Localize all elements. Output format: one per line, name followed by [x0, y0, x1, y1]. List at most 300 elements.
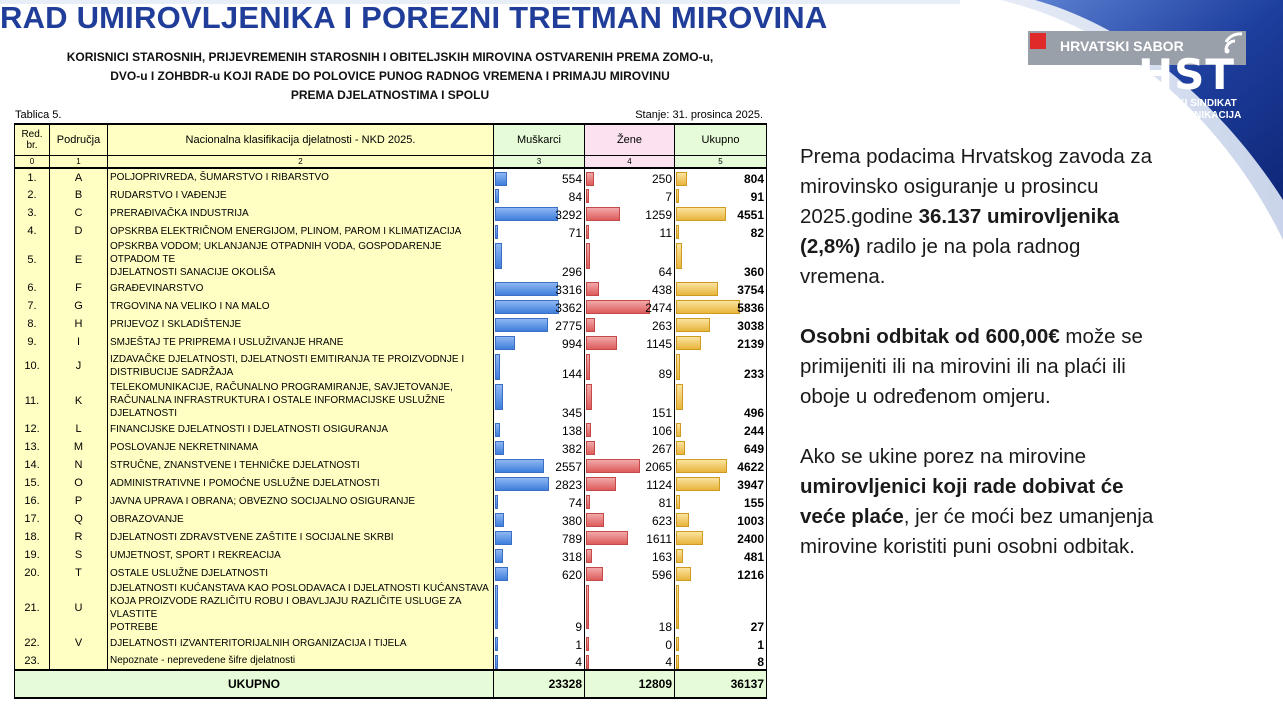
- value-zene: 163: [651, 550, 672, 564]
- activity-name-line: DISTRIBUCIJE SADRŽAJA: [110, 367, 234, 378]
- column-number-row: [15, 156, 767, 169]
- value-ukupno: 5836: [737, 301, 764, 315]
- text-bold: umirovljenici koji rade dobivat će veće plaće: [800, 475, 1124, 528]
- cell-muskarci: [494, 474, 585, 492]
- row-activity-name: [108, 546, 494, 564]
- total-ukupno: 36137: [675, 670, 767, 698]
- cell-zene: [585, 438, 675, 456]
- cell-ukupno: [675, 351, 767, 381]
- value-ukupno: 3754: [737, 283, 764, 297]
- value-muskarci: 3362: [555, 301, 582, 315]
- cell-muskarci: [494, 315, 585, 333]
- databar-zene: [586, 189, 589, 203]
- cell-zene: [585, 315, 675, 333]
- table-header-row: [15, 124, 767, 156]
- table-row: [15, 528, 767, 546]
- table-row: [15, 634, 767, 652]
- value-ukupno: 804: [743, 172, 764, 186]
- value-muskarci: 554: [561, 172, 582, 186]
- databar-ukupno: [676, 282, 718, 296]
- row-code: C: [50, 204, 108, 222]
- cell-muskarci: [494, 186, 585, 204]
- value-muskarci: 296: [561, 265, 582, 279]
- value-zene: 89: [658, 367, 672, 381]
- table-row: [15, 186, 767, 204]
- databar-muskarci: [495, 300, 559, 314]
- commentary-paragraph-1: [800, 142, 1160, 292]
- value-muskarci: 138: [561, 424, 582, 438]
- row-code: P: [50, 492, 108, 510]
- cell-muskarci: [494, 456, 585, 474]
- row-number: 23.: [15, 652, 50, 670]
- cell-muskarci: [494, 279, 585, 297]
- row-number: 10.: [15, 351, 50, 381]
- row-activity-name: [108, 420, 494, 438]
- databar-muskarci: [495, 336, 515, 350]
- row-code: Q: [50, 510, 108, 528]
- row-number: 15.: [15, 474, 50, 492]
- databar-ukupno: [676, 207, 726, 221]
- value-zene: 81: [658, 496, 672, 510]
- databar-muskarci: [495, 549, 503, 563]
- value-zene: 151: [651, 406, 672, 420]
- value-muskarci: 382: [561, 442, 582, 456]
- databar-muskarci: [495, 531, 512, 545]
- commentary-panel: [800, 142, 1160, 592]
- table-row: [15, 240, 767, 279]
- databar-ukupno: [676, 585, 679, 629]
- cell-muskarci: [494, 546, 585, 564]
- value-ukupno: 360: [743, 265, 764, 279]
- activity-name-line: DJELATNOSTI SANACIJE OKOLIŠA: [110, 267, 276, 278]
- row-code: S: [50, 546, 108, 564]
- activity-name-line: STRUČNE, ZNANSTVENE I TEHNIČKE DJELATNOSTI: [110, 459, 360, 471]
- databar-zene: [586, 423, 591, 437]
- value-ukupno: 2139: [737, 337, 764, 351]
- databar-zene: [586, 477, 616, 491]
- databar-muskarci: [495, 282, 558, 296]
- databar-ukupno: [676, 423, 681, 437]
- cell-ukupno: [675, 315, 767, 333]
- column-number: 3: [494, 156, 585, 169]
- activity-name-line: JAVNA UPRAVA I OBRANA; OBVEZNO SOCIJALNO OSIGURANJE: [110, 495, 416, 507]
- row-code: I: [50, 333, 108, 351]
- row-code: E: [50, 240, 108, 279]
- page-title: RAD UMIROVLJENIKA I POREZNI TRETMAN MIROVINA: [0, 0, 828, 35]
- cell-muskarci: [494, 492, 585, 510]
- row-code: [50, 652, 108, 670]
- databar-zene: [586, 207, 620, 221]
- table-row: [15, 546, 767, 564]
- table-row: [15, 582, 767, 634]
- row-number: 11.: [15, 381, 50, 420]
- databar-zene: [586, 243, 590, 269]
- row-code: N: [50, 456, 108, 474]
- cell-zene: [585, 240, 675, 279]
- databar-zene: [586, 282, 599, 296]
- cell-ukupno: [675, 546, 767, 564]
- databar-zene: [586, 531, 628, 545]
- cell-ukupno: [675, 492, 767, 510]
- databar-muskarci: [495, 172, 507, 186]
- activity-name-line: SMJEŠTAJ TE PRIPREMA I USLUŽIVANJE HRANE: [110, 336, 344, 348]
- value-ukupno: 244: [743, 424, 764, 438]
- cell-muskarci: [494, 381, 585, 420]
- value-ukupno: 1216: [737, 568, 764, 582]
- row-number: 1.: [15, 168, 50, 186]
- row-number: 17.: [15, 510, 50, 528]
- databar-ukupno: [676, 495, 680, 509]
- cell-zene: [585, 528, 675, 546]
- activity-name-line: DJELATNOSTI KUĆANSTAVA KAO POSLODAVACA I DJELATNOSTI KUĆANSTAVA: [110, 583, 489, 594]
- row-activity-name: [108, 381, 494, 420]
- activity-name-line: RAČUNALNA INFRASTRUKTURA I OSTALE INFORMACIJSKE USLUŽNE DJELATNOSTI: [110, 395, 445, 419]
- databar-ukupno: [676, 300, 740, 314]
- logo-sabor-text: HRVATSKI SABOR: [1060, 38, 1184, 54]
- databar-zene: [586, 655, 589, 669]
- total-label-cell: [15, 670, 494, 698]
- table-row: [15, 420, 767, 438]
- databar-muskarci: [495, 441, 504, 455]
- cell-zene: [585, 222, 675, 240]
- row-code: B: [50, 186, 108, 204]
- row-activity-name: [108, 564, 494, 582]
- total-row: [15, 670, 767, 698]
- value-ukupno: 155: [743, 496, 764, 510]
- cell-ukupno: [675, 297, 767, 315]
- databar-zene: [586, 384, 592, 410]
- cell-ukupno: [675, 204, 767, 222]
- value-zene: 1611: [646, 532, 672, 546]
- row-number: 9.: [15, 333, 50, 351]
- row-code: A: [50, 168, 108, 186]
- commentary-paragraph-3: [800, 442, 1160, 562]
- value-zene: 2474: [645, 301, 672, 315]
- value-ukupno: 91: [750, 190, 764, 204]
- table-row: [15, 351, 767, 381]
- cell-ukupno: [675, 222, 767, 240]
- table-row: [15, 168, 767, 186]
- cell-muskarci: [494, 582, 585, 634]
- databar-ukupno: [676, 655, 679, 669]
- value-ukupno: 3038: [737, 319, 764, 333]
- text-span: , jer će moći bez umanjenja mirovine koristiti puni osobni odbitak.: [800, 505, 1154, 558]
- row-code: V: [50, 634, 108, 652]
- value-ukupno: 82: [750, 226, 764, 240]
- row-number: 16.: [15, 492, 50, 510]
- logo-red-square: [1030, 33, 1046, 49]
- cell-zene: [585, 456, 675, 474]
- databar-muskarci: [495, 513, 504, 527]
- activity-name-line: UMJETNOST, SPORT I REKREACIJA: [110, 549, 281, 561]
- cell-ukupno: [675, 564, 767, 582]
- databar-muskarci: [495, 423, 500, 437]
- value-muskarci: 994: [561, 337, 582, 351]
- row-activity-name: [108, 510, 494, 528]
- databar-muskarci: [495, 459, 544, 473]
- text-bold: 36.137 umirovljenika (2,8%): [800, 205, 1120, 258]
- table-row: [15, 510, 767, 528]
- activity-name-line: POLJOPRIVREDA, ŠUMARSTVO I RIBARSTVO: [110, 172, 329, 183]
- value-ukupno: 496: [743, 406, 764, 420]
- value-muskarci: 345: [561, 406, 582, 420]
- header-red-br: Red. br.: [15, 124, 50, 156]
- activity-name-line: IZDAVAČKE DJELATNOSTI, DJELATNOSTI EMITIRANJA TE PROIZVODNJE I: [110, 354, 465, 365]
- databar-muskarci: [495, 637, 498, 651]
- text-bold: Osobni odbitak od 600,00€: [800, 325, 1060, 348]
- column-number: 4: [585, 156, 675, 169]
- activity-name-line: OPSKRBA VODOM; UKLANJANJE OTPADNIH VODA, GOSPODARENJE OTPADOM TE: [110, 241, 442, 265]
- row-number: 5.: [15, 240, 50, 279]
- activity-name-line: GRAĐEVINARSTVO: [110, 282, 204, 294]
- databar-zene: [586, 585, 589, 629]
- row-number: 3.: [15, 204, 50, 222]
- value-muskarci: 9: [575, 620, 582, 634]
- cell-muskarci: [494, 297, 585, 315]
- row-activity-name: [108, 168, 494, 186]
- databar-muskarci: [495, 225, 498, 239]
- databar-ukupno: [676, 354, 680, 380]
- cell-zene: [585, 546, 675, 564]
- column-number: 1: [50, 156, 108, 169]
- cell-muskarci: [494, 564, 585, 582]
- value-ukupno: 1003: [737, 514, 764, 528]
- row-activity-name: [108, 240, 494, 279]
- databar-zene: [586, 225, 589, 239]
- row-number: 6.: [15, 279, 50, 297]
- table-row: [15, 204, 767, 222]
- table-label: Tablica 5.: [15, 109, 62, 121]
- activity-name-line: OSTALE USLUŽNE DJELATNOSTI: [110, 567, 268, 579]
- cell-ukupno: [675, 510, 767, 528]
- value-zene: 1124: [646, 478, 672, 492]
- databar-ukupno: [676, 189, 679, 203]
- subtitle-line-2: DVO-u I ZOHBDR-u KOJI RADE DO POLOVICE PUNOG RADNOG VREMENA I PRIMAJU MIROVINU: [110, 69, 670, 83]
- subtitle-line-1: KORISNICI STAROSNIH, PRIJEVREMENIH STAROSNIH I OBITELJSKIH MIROVINA OSTVARENIH PREMA ZOMO-u,: [66, 50, 714, 64]
- value-muskarci: 2775: [555, 319, 582, 333]
- databar-zene: [586, 495, 590, 509]
- databar-muskarci: [495, 655, 498, 669]
- activity-name-line: POSLOVANJE NEKRETNINAMA: [110, 441, 259, 453]
- header-ukupno: Ukupno: [675, 124, 767, 156]
- databar-zene: [586, 336, 617, 350]
- cell-zene: [585, 381, 675, 420]
- header-nkd: Nacionalna klasifikacija djelatnosti - NKD 2025.: [108, 124, 494, 156]
- databar-muskarci: [495, 354, 500, 380]
- databar-ukupno: [676, 441, 685, 455]
- value-muskarci: 71: [568, 226, 582, 240]
- databar-zene: [586, 318, 595, 332]
- row-activity-name: [108, 297, 494, 315]
- row-activity-name: [108, 333, 494, 351]
- activity-name-line: FINANCIJSKE DJELATNOSTI I DJELATNOSTI OSIGURANJA: [110, 423, 389, 435]
- activity-name-line: RUDARSTVO I VAĐENJE: [110, 189, 227, 201]
- row-activity-name: [108, 582, 494, 634]
- databar-ukupno: [676, 477, 720, 491]
- row-number: 20.: [15, 564, 50, 582]
- value-muskarci: 2823: [555, 478, 582, 492]
- cell-ukupno: [675, 381, 767, 420]
- row-activity-name: [108, 222, 494, 240]
- cell-muskarci: [494, 222, 585, 240]
- cell-zene: [585, 474, 675, 492]
- text-span: Ako se ukine porez na mirovine: [800, 445, 1087, 468]
- row-number: 2.: [15, 186, 50, 204]
- activity-name-line: ADMINISTRATIVNE I POMOĆNE USLUŽNE DJELATNOSTI: [110, 477, 380, 489]
- value-muskarci: 84: [568, 190, 582, 204]
- row-activity-name: [108, 186, 494, 204]
- databar-ukupno: [676, 318, 710, 332]
- value-muskarci: 144: [561, 367, 582, 381]
- databar-zene: [586, 637, 589, 651]
- cell-muskarci: [494, 168, 585, 186]
- databar-muskarci: [495, 585, 498, 629]
- table-status-date: Stanje: 31. prosinca 2025.: [635, 109, 763, 121]
- total-muskarci: 23328: [494, 670, 585, 698]
- databar-zene: [586, 441, 595, 455]
- value-muskarci: 620: [561, 568, 582, 582]
- databar-muskarci: [495, 318, 548, 332]
- value-zene: 7: [665, 190, 672, 204]
- value-zene: 1145: [646, 337, 672, 351]
- cell-muskarci: [494, 333, 585, 351]
- value-zene: 2065: [645, 460, 672, 474]
- row-activity-name: [108, 204, 494, 222]
- table-row: [15, 279, 767, 297]
- cell-muskarci: [494, 420, 585, 438]
- cell-ukupno: [675, 634, 767, 652]
- logo-line-1: HRVATSKI SINDIKAT: [1138, 98, 1237, 109]
- subtitle-line-3: PREMA DJELATNOSTIMA I SPOLU: [290, 88, 490, 102]
- row-number: 8.: [15, 315, 50, 333]
- activity-name-line: PRERAĐIVAČKA INDUSTRIJA: [110, 207, 249, 219]
- cell-ukupno: [675, 186, 767, 204]
- value-ukupno: 649: [743, 442, 764, 456]
- table-row: [15, 474, 767, 492]
- cell-muskarci: [494, 634, 585, 652]
- activity-name-line: TRGOVINA NA VELIKO I NA MALO: [110, 300, 270, 312]
- row-code: U: [50, 582, 108, 634]
- databar-zene: [586, 300, 650, 314]
- cell-ukupno: [675, 652, 767, 670]
- row-code: K: [50, 381, 108, 420]
- cell-zene: [585, 492, 675, 510]
- value-ukupno: 4551: [737, 208, 764, 222]
- databar-ukupno: [676, 637, 679, 651]
- value-zene: 250: [651, 172, 672, 186]
- cell-ukupno: [675, 333, 767, 351]
- cell-muskarci: [494, 351, 585, 381]
- row-activity-name: [108, 528, 494, 546]
- databar-muskarci: [495, 477, 549, 491]
- cell-ukupno: [675, 582, 767, 634]
- cell-zene: [585, 652, 675, 670]
- value-muskarci: 380: [561, 514, 582, 528]
- databar-zene: [586, 567, 603, 581]
- row-code: G: [50, 297, 108, 315]
- table-row: [15, 438, 767, 456]
- cell-zene: [585, 634, 675, 652]
- cell-zene: [585, 186, 675, 204]
- row-activity-name: [108, 492, 494, 510]
- databar-zene: [586, 513, 604, 527]
- databar-ukupno: [676, 567, 691, 581]
- table-row: [15, 564, 767, 582]
- databar-muskarci: [495, 567, 508, 581]
- cell-zene: [585, 333, 675, 351]
- value-ukupno: 2400: [737, 532, 764, 546]
- row-number: 12.: [15, 420, 50, 438]
- cell-ukupno: [675, 279, 767, 297]
- databar-ukupno: [676, 531, 703, 545]
- cell-zene: [585, 297, 675, 315]
- column-number: 0: [15, 156, 50, 169]
- value-ukupno: 4622: [737, 460, 764, 474]
- row-code: L: [50, 420, 108, 438]
- cell-zene: [585, 582, 675, 634]
- cell-muskarci: [494, 438, 585, 456]
- databar-muskarci: [495, 495, 498, 509]
- databar-ukupno: [676, 549, 683, 563]
- row-activity-name: [108, 474, 494, 492]
- cell-ukupno: [675, 528, 767, 546]
- activity-name-line: TELEKOMUNIKACIJE, RAČUNALNO PROGRAMIRANJE, SAVJETOVANJE,: [110, 382, 453, 393]
- value-muskarci: 789: [561, 532, 582, 546]
- cell-ukupno: [675, 420, 767, 438]
- value-ukupno: 27: [750, 620, 764, 634]
- row-number: 21.: [15, 582, 50, 634]
- row-code: D: [50, 222, 108, 240]
- databar-zene: [586, 172, 594, 186]
- row-number: 13.: [15, 438, 50, 456]
- databar-muskarci: [495, 207, 558, 221]
- value-zene: 64: [658, 265, 672, 279]
- row-activity-name: [108, 438, 494, 456]
- cell-muskarci: [494, 510, 585, 528]
- databar-ukupno: [676, 384, 683, 410]
- column-number: 2: [108, 156, 494, 169]
- activity-name-line: POTREBE: [110, 622, 158, 633]
- header-muskarci: Muškarci: [494, 124, 585, 156]
- value-zene: 106: [651, 424, 672, 438]
- value-zene: 596: [651, 568, 672, 582]
- cell-zene: [585, 168, 675, 186]
- activity-name-line: DJELATNOSTI ZDRAVSTVENE ZAŠTITE I SOCIJALNE SKRBI: [110, 531, 394, 543]
- value-zene: 267: [651, 442, 672, 456]
- cell-ukupno: [675, 474, 767, 492]
- value-zene: 1259: [645, 208, 672, 222]
- activity-name-line: OBRAZOVANJE: [110, 513, 184, 525]
- value-muskarci: 318: [561, 550, 582, 564]
- value-zene: 4: [665, 655, 672, 669]
- activity-name-line: KOJA PROIZVODE RAZLIČITU ROBU I OBAVLJAJU RAZLIČITE USLUGE ZA VLASTITE: [110, 596, 461, 620]
- row-number: 22.: [15, 634, 50, 652]
- value-zene: 0: [665, 638, 672, 652]
- databar-ukupno: [676, 336, 701, 350]
- table-row: [15, 297, 767, 315]
- databar-zene: [586, 459, 640, 473]
- header-zene: Žene: [585, 124, 675, 156]
- row-activity-name: [108, 456, 494, 474]
- text-span: Prema podacima Hrvatskog zavoda za mirovinsko osiguranje u prosincu 2025.godine: [800, 145, 1153, 228]
- row-number: 4.: [15, 222, 50, 240]
- value-ukupno: 8: [757, 655, 764, 669]
- databar-muskarci: [495, 243, 502, 269]
- databar-zene: [586, 549, 592, 563]
- row-code: R: [50, 528, 108, 546]
- row-number: 19.: [15, 546, 50, 564]
- column-number: 5: [675, 156, 767, 169]
